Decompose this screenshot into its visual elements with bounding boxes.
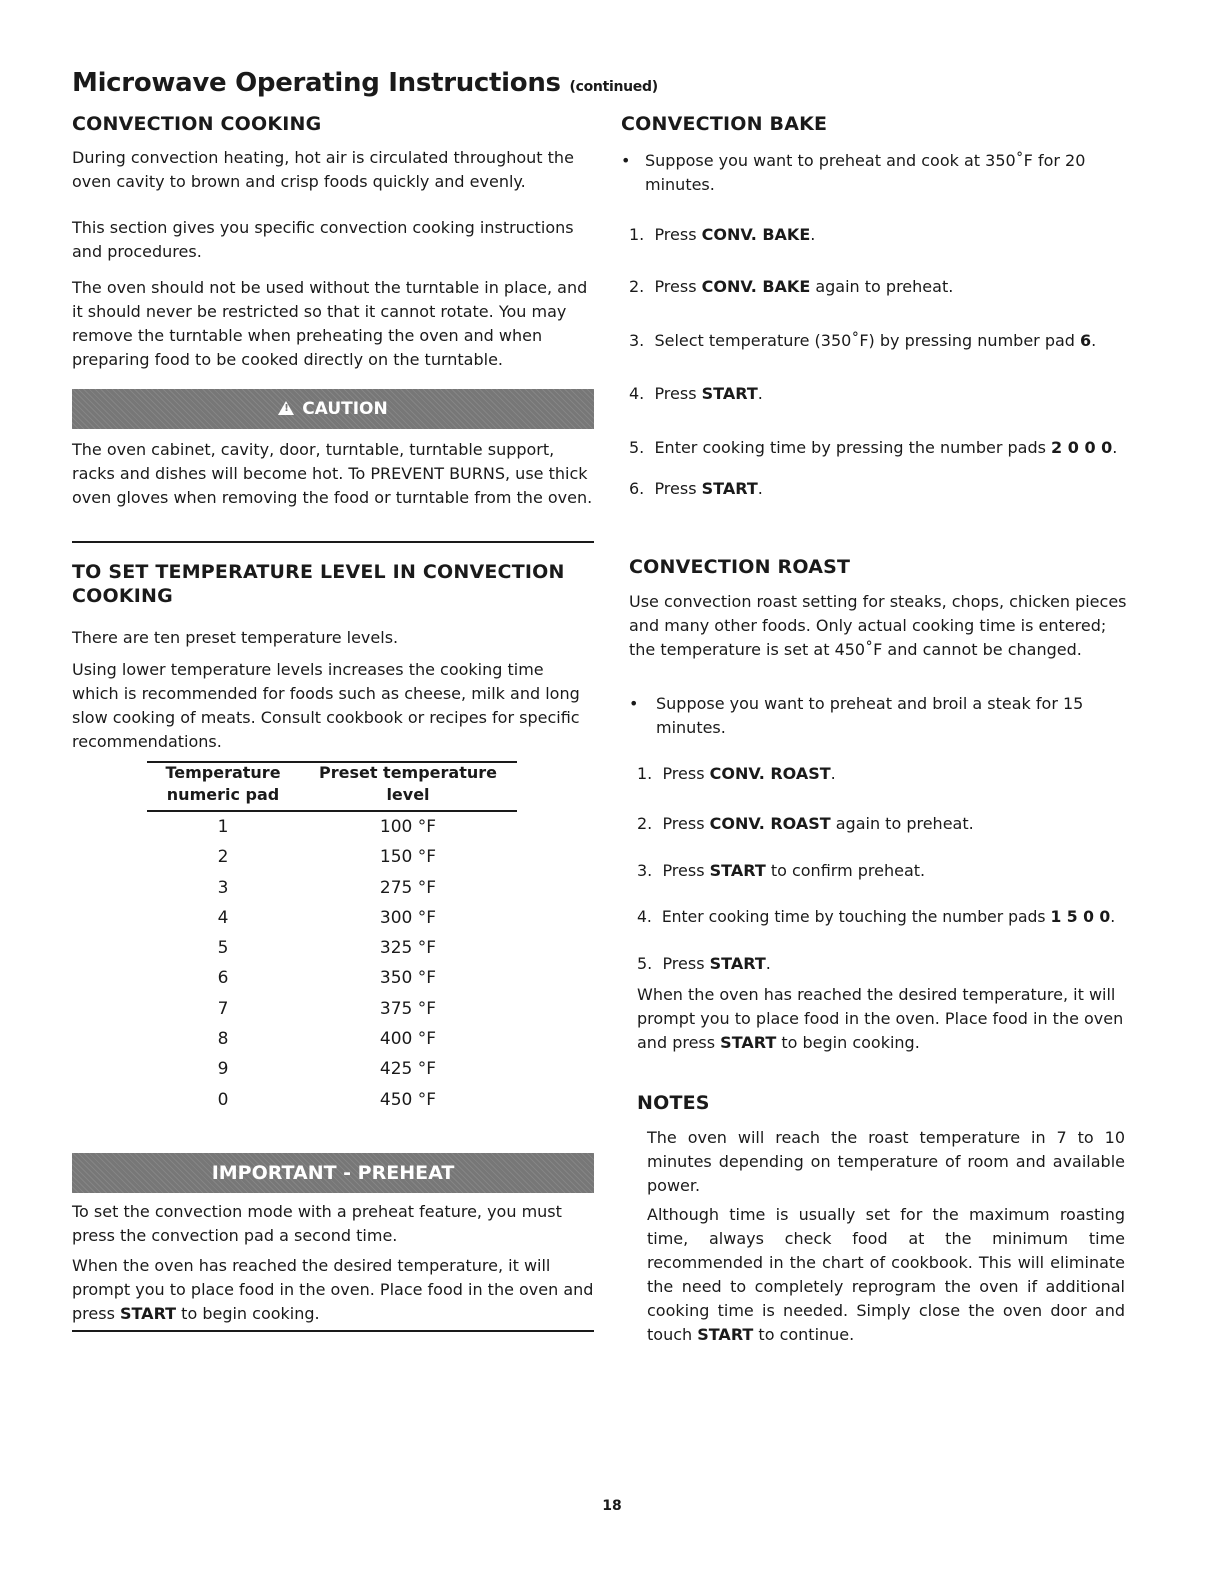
table-header-level: Preset temperature level: [299, 762, 517, 811]
convection-cooking-section-note: This section gives you specific convection cooking instructions and procedures.: [72, 218, 574, 261]
bake-step-6: 6. Press START.: [629, 479, 763, 498]
bullet-text: Suppose you want to preheat and cook at 350˚F for 20 minutes.: [645, 151, 1086, 194]
roast-step-1: 1. Press CONV. ROAST.: [637, 764, 836, 783]
roast-step-2: 2. Press CONV. ROAST again to preheat.: [637, 814, 974, 833]
notes-paragraph-2: Although time is usually set for the maximum roasting time, always check food at the minimum time recommended in the chart of cookbook. This will eliminate the need to completely reprogram the oven if additional cooking time is needed. Simply close the oven door and touch START to continue.: [647, 1205, 1125, 1344]
level-cell: 425 °F: [379, 1059, 437, 1080]
caution-label: CAUTION: [302, 399, 388, 419]
bake-step-2: 2. Press CONV. BAKE again to preheat.: [629, 277, 954, 296]
caution-banner: [72, 389, 594, 429]
convection-bake-heading: CONVECTION BAKE: [621, 113, 828, 135]
bake-step-4: 4. Press START.: [629, 384, 763, 403]
convection-roast-bullet: [629, 692, 1129, 740]
table-row: [147, 1024, 517, 1054]
page-title: [72, 66, 658, 104]
notes-paragraph-1: The oven will reach the roast temperature in 7 to 10 minutes depending on temperature of room and available power.: [647, 1128, 1125, 1195]
level-cell: 275 °F: [379, 877, 437, 898]
caution-text: The oven cabinet, cavity, door, turntable, turntable support, racks and dishes will become hot. To PREVENT BURNS, use thick oven gloves when removing the food or turntable from the oven.: [72, 440, 593, 507]
preheat-prompt-note: When the oven has reached the desired temperature, it will prompt you to place food in the oven. Place food in the oven and press START to begin cooking.: [72, 1256, 594, 1323]
bake-step-3: 3. Select temperature (350˚F) by pressing number pad 6.: [629, 331, 1097, 350]
level-cell: 400 °F: [379, 1029, 437, 1050]
important-preheat-banner: [72, 1153, 594, 1193]
bullet-dot: •: [629, 694, 639, 713]
start-keyword: START: [697, 1325, 754, 1344]
pad-cell: 7: [217, 998, 229, 1019]
level-cell: 450 °F: [379, 1089, 437, 1110]
table-row: [147, 873, 517, 903]
pad-cell: 9: [217, 1059, 229, 1080]
bake-step-5: 5. Enter cooking time by pressing the number pads 2 0 0 0.: [629, 438, 1118, 457]
section-divider: [72, 1330, 594, 1332]
convection-roast-heading: CONVECTION ROAST: [629, 556, 851, 578]
bake-step-1: 1. Press CONV. BAKE.: [629, 225, 816, 244]
roast-prompt-note: When the oven has reached the desired temperature, it will prompt you to place food in the oven. Place food in the oven and press START to begin cooking.: [637, 985, 1124, 1052]
page-number: 18: [602, 1498, 622, 1514]
pad-cell: 8: [217, 1029, 229, 1050]
convection-bake-bullet: [621, 149, 1141, 197]
start-keyword: START: [119, 1304, 177, 1323]
preheat-instructions: To set the convection mode with a preheat feature, you must press the convection pad a second time.: [72, 1202, 562, 1245]
level-cell: 375 °F: [379, 998, 437, 1019]
page-title-text: Microwave Operating Instructions: [72, 68, 561, 98]
table-row: [147, 963, 517, 993]
bullet-dot: •: [621, 151, 631, 170]
convection-roast-intro: Use convection roast setting for steaks, chops, chicken pieces and many other foods. Only actual cooking time is entered; the temperature is set at 450˚F and cannot be changed.: [629, 592, 1127, 659]
table-row: [147, 842, 517, 872]
bullet-text: Suppose you want to preheat and broil a steak for 15 minutes.: [656, 694, 1084, 737]
roast-step-3: 3. Press START to confirm preheat.: [637, 861, 926, 880]
level-cell: 150 °F: [379, 847, 437, 868]
pad-cell: 3: [217, 877, 229, 898]
table-row: [147, 1054, 517, 1084]
roast-step-5: 5. Press START.: [637, 954, 771, 973]
pad-cell: 4: [217, 907, 229, 928]
temperature-level-description: Using lower temperature levels increases the cooking time which is recommended for foods such as cheese, milk and long slow cooking of meats. Consult cookbook or recipes for specific recommendations.: [72, 660, 580, 751]
pad-cell: 2: [217, 847, 229, 868]
warning-icon: !: [278, 401, 294, 415]
turntable-note: The oven should not be used without the turntable in place, and it should never be restricted so that it cannot rotate. You may remove the turntable when preheating the oven and when preparing food to be cooked directly on the turntable.: [72, 278, 588, 369]
level-cell: 350 °F: [379, 968, 437, 989]
pad-cell: 0: [217, 1089, 229, 1110]
temperature-level-intro: There are ten preset temperature levels.: [72, 628, 399, 647]
table-row: [147, 994, 517, 1024]
section-divider: [72, 541, 594, 543]
table-row: [147, 903, 517, 933]
table-header-pad: Temperature numeric pad: [147, 762, 299, 811]
table-row: [147, 811, 517, 842]
important-preheat-label: IMPORTANT - PREHEAT: [211, 1162, 455, 1184]
level-cell: 325 °F: [379, 938, 437, 959]
temperature-table: [147, 762, 517, 1115]
level-cell: 100 °F: [379, 817, 437, 837]
level-cell: 300 °F: [379, 907, 437, 928]
pad-cell: 1: [217, 817, 229, 837]
table-row: [147, 933, 517, 963]
convection-cooking-intro: During convection heating, hot air is circulated throughout the oven cavity to brown and crisp foods quickly and evenly.: [72, 148, 574, 191]
table-row: [147, 1085, 517, 1115]
pad-cell: 5: [217, 938, 229, 959]
roast-step-4: 4. Enter cooking time by touching the number pads 1 5 0 0.: [637, 908, 1116, 926]
convection-cooking-heading: CONVECTION COOKING: [72, 113, 322, 135]
pad-cell: 6: [217, 968, 229, 989]
temperature-level-heading: TO SET TEMPERATURE LEVEL IN CONVECTION COOKING: [72, 561, 565, 607]
page-title-suffix: (continued): [569, 79, 658, 95]
notes-heading: NOTES: [637, 1092, 710, 1114]
start-keyword: START: [720, 1033, 777, 1052]
